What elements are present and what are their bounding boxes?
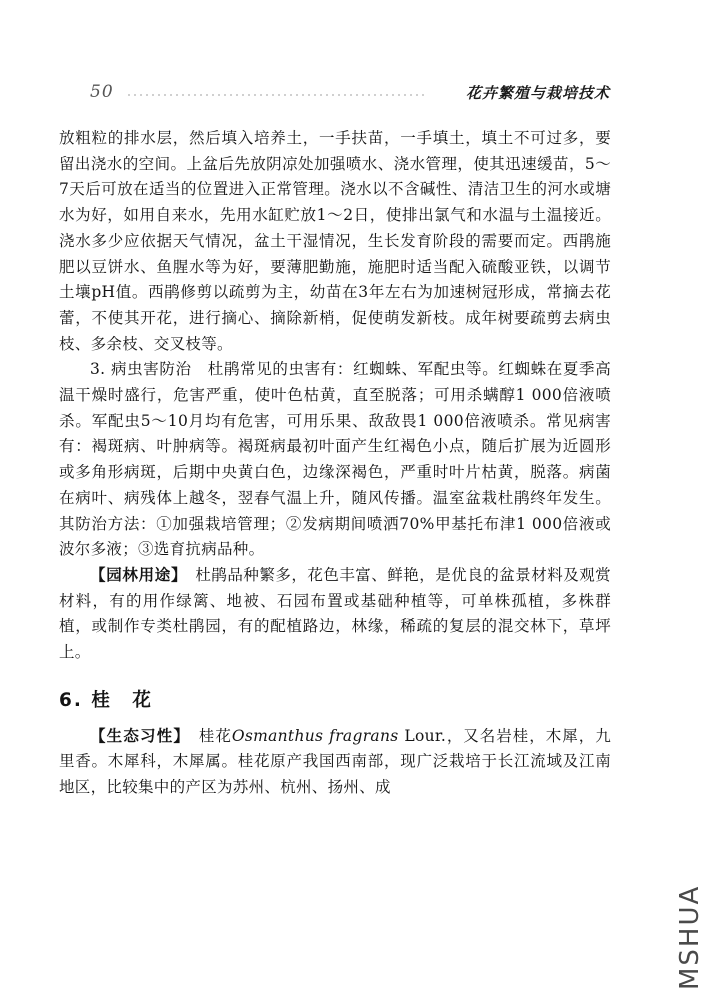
paragraph-watering-fertilizing: 放粗粒的排水层，然后填入培养土，一手扶苗，一手填土，填土不可过多，要留出浇水的空间。上盆后先放阴凉处加强喷水、浇水管理，使其迅速缓苗，5～7天后可放在适当的位置进入正常管理。浇水以不含碱性、清洁卫生的河水或塘水为好，如用自来水，先用水缸贮放1～2日，使排出氯气和水温与土温接近。浇水多少应依据天气情况，盆土干湿情况，生长发育阶段的需要而定。西鹃施肥以豆饼水、鱼腥水等为好，要薄肥勤施，施肥时适当配入硫酸亚铁，以调节土壤pH值。西鹃修剪以疏剪为主，幼苗在3年左右为加速树冠形成，常摘去花蕾，不使其开花，进行摘心、摘除新梢，促使萌发新枝。成年树要疏剪去病虫枝、多余枝、交叉枝等。: [59, 129, 611, 353]
paragraph-pest-control: 3. 病虫害防治 杜鹃常见的虫害有：红蜘蛛、军配虫等。红蜘蛛在夏季高温干燥时盛行，危害严重，使叶色枯黄，直至脱落；可用杀螨醇1 000倍液喷杀。军配虫5～10月均有危害，可用乐果、敌敌畏1 000倍液喷杀。常见病害有：褐斑病、叶肿病等。褐斑病最初叶面产生红褐色小点，随后扩展为近圆形或多角形病斑，后期中央黄白色，边缘深褐色，严重时叶片枯黄，脱落。病菌在病叶、病残体上越冬，翌春气温上升，随风传播。温室盆栽杜鹃终年发生。其防治方法：①加强栽培管理；②发病期间喷洒70%甲基托布津1 000倍液或波尔多液；③选育抗病品种。: [59, 360, 611, 559]
ecology-intro: 桂花: [182, 726, 232, 745]
ecology-text: Lour.，又名岩桂，木犀，九里香。木犀科，木犀属。桂花原产我国西南部，现广泛栽培于长江流域及江南地区，比较集中的产区为苏州、杭州、扬州、成: [59, 726, 611, 797]
page-header: [90, 82, 610, 106]
paragraph-garden-use: [59, 563, 611, 666]
paragraph-ecology: [59, 724, 611, 801]
page-body: [59, 126, 611, 801]
watermark: MSHUA: [675, 884, 705, 990]
running-book-title: 花卉繁殖与栽培技术: [465, 84, 610, 102]
garden-use-text: 杜鹃品种繁多，花色丰富、鲜艳，是优良的盆景材料及观赏材料，有的用作绿篱、地被、石园布置或基础种植等，可单株孤植，多株群植，或制作专类杜鹃园，有的配植路边，林缘，稀疏的复层的混交林下，草坪上。: [59, 565, 611, 662]
latin-name: Osmanthus fragrans: [231, 726, 399, 745]
page-number: 50: [90, 82, 114, 102]
garden-use-tag: 【园林用途】: [90, 565, 180, 584]
section-title-osmanthus: 6. 桂 花: [59, 689, 153, 711]
header-divider-dots: [126, 94, 426, 96]
ecology-tag: 【生态习性】: [90, 726, 183, 745]
